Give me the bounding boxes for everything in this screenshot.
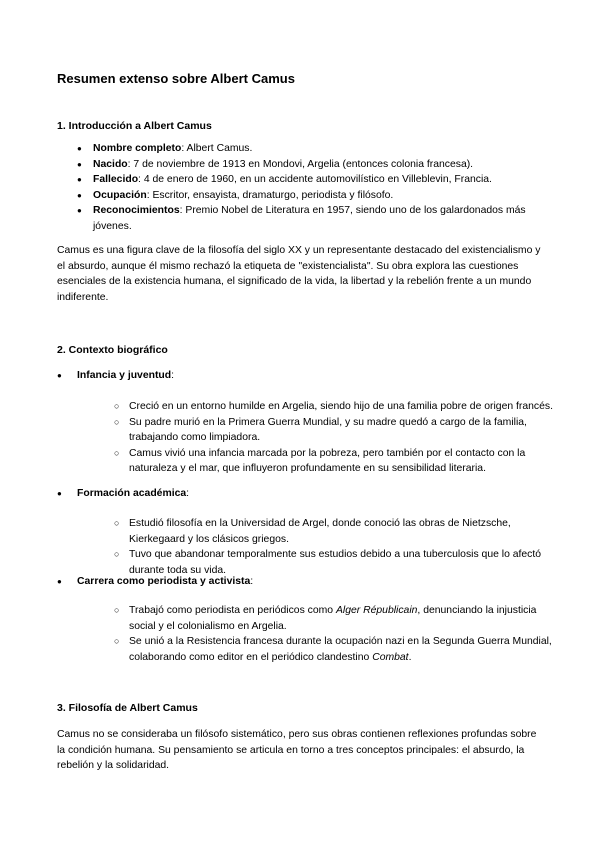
fact-item (57, 188, 543, 204)
section-3-heading: 3. Filosofía de Albert Camus (57, 702, 198, 714)
sub-item: ○ Tuvo que abandonar temporalmente sus estudios debido a una tuberculosis que lo afectó durante toda su vida. (114, 547, 554, 578)
carrera-sublist (114, 603, 554, 665)
formacion-sublist (114, 516, 554, 578)
fact-text: : Escritor, ensayista, dramaturgo, periodista y filósofo. (146, 189, 394, 201)
section-2-heading: 2. Contexto biográfico (57, 344, 168, 356)
section-1-paragraph: Camus es una figura clave de la filosofía del siglo XX y un representante destacado del existencialismo y el absurdo, aunque él mismo rechazó la etiqueta de "existencialista". Su obra explora las cuestiones esenciales de la existencia humana, el significado de la vida, la libertad y la rebelión frente a un mundo indiferente. (57, 245, 541, 303)
fact-label: Reconocimientos (93, 205, 180, 216)
sub-item (114, 634, 554, 665)
sub-item-text: , denunciando la injusticia social y el colonialismo en Argelia. (129, 605, 537, 632)
fact-text: : Premio Nobel de Literatura en 1957, siendo uno de los galardonados más jóvenes. (93, 205, 526, 232)
document-title: Resumen extenso sobre Albert Camus (57, 71, 295, 86)
sub-item-text: Se unió a la Resistencia francesa durante la ocupación nazi en la Segunda Guerra Mundial, colaborando como editor en el periódico clandestino (129, 636, 552, 663)
fact-label: Ocupación (93, 189, 147, 201)
group-formacion (77, 486, 189, 502)
group-carrera (77, 574, 253, 590)
sub-item: ○ Estudió filosofía en la Universidad de Argel, donde conoció las obras de Nietzsche, Kierkegaard y los clásicos griegos. (114, 516, 554, 547)
fact-item (57, 157, 543, 173)
group-suffix: : (250, 576, 254, 587)
fact-label: Nombre completo (93, 143, 182, 154)
section-1-heading: 1. Introducción a Albert Camus (57, 120, 212, 132)
fact-item (57, 172, 543, 188)
section-1-facts-list (57, 141, 543, 234)
newspaper-name: Alger Républicain (335, 605, 418, 616)
group-suffix: : (171, 370, 174, 381)
group-label: Infancia y juventud (77, 370, 172, 381)
infancia-sublist (114, 399, 554, 477)
sub-item: ○ Creció en un entorno humilde en Argelia, siendo hijo de una familia pobre de origen francés. (114, 399, 554, 415)
fact-text: : Albert Camus. (181, 143, 253, 154)
sub-item-text: . (408, 651, 412, 663)
fact-text: : 7 de noviembre de 1913 en Mondovi, Argelia (entonces colonia francesa). (127, 158, 474, 170)
sub-item (114, 603, 554, 634)
group-infancia (77, 368, 174, 384)
fact-label: Nacido (93, 158, 128, 170)
fact-item (57, 141, 543, 157)
group-label: Formación académica (77, 488, 187, 499)
section-3-paragraph: Camus no se consideraba un filósofo sistemático, pero sus obras contienen reflexiones profundas sobre la condición humana. Su pensamiento se articula en torno a tres conceptos principales: el absurdo, la rebelión y la solidaridad. (57, 729, 537, 771)
sub-item: ○ Su padre murió en la Primera Guerra Mundial, y su madre quedó a cargo de la familia, trabajando como limpiadora. (114, 415, 554, 446)
sub-item: ○ Camus vivió una infancia marcada por la pobreza, pero también por el contacto con la naturaleza y el mar, que influyeron profundamente en su sensibilidad literaria. (114, 446, 554, 477)
group-suffix: : (186, 488, 190, 499)
fact-item (57, 203, 543, 234)
sub-item-text: Trabajó como periodista en periódicos como (129, 605, 336, 616)
group-label: Carrera como periodista y activista (77, 576, 251, 587)
fact-label: Fallecido (93, 174, 139, 185)
fact-text: : 4 de enero de 1960, en un accidente automovilístico en Villeblevin, Francia. (138, 174, 492, 185)
newspaper-name: Combat (372, 651, 409, 663)
